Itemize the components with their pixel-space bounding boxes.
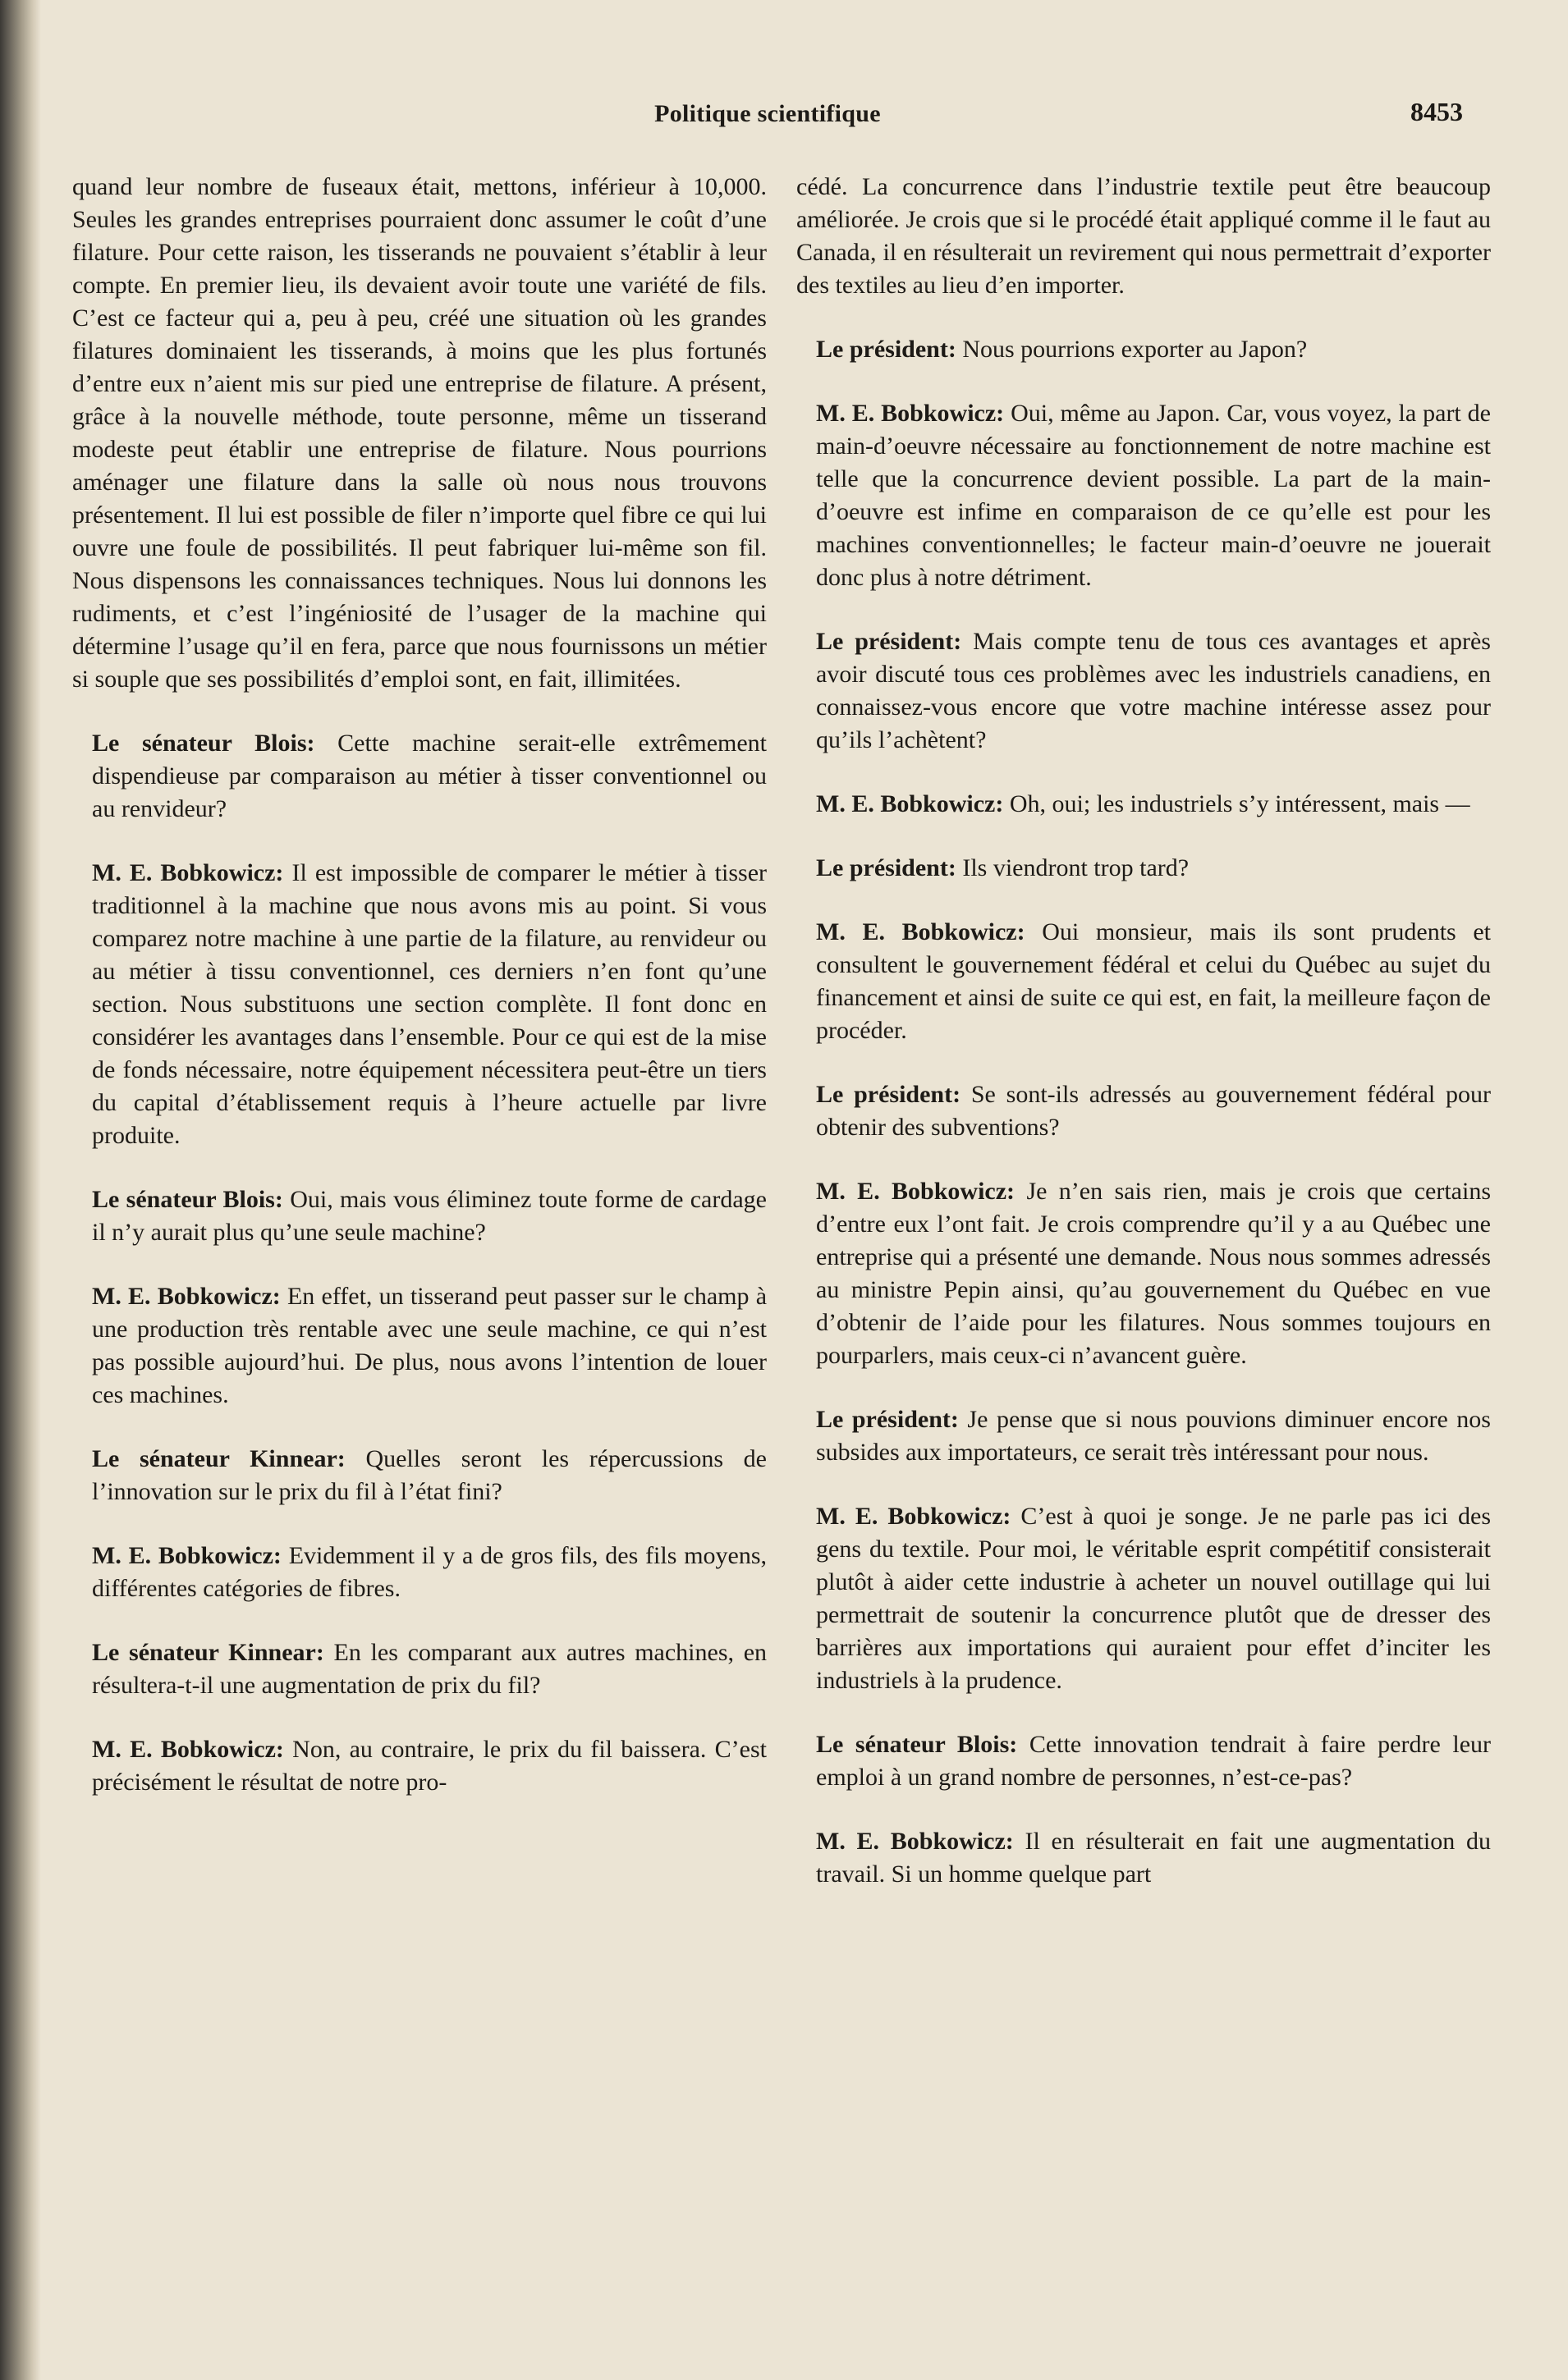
paragraph — [72, 1183, 767, 1249]
paragraph-text: Ils viendront trop tard? — [962, 854, 1190, 881]
speaker-name: Le président: — [816, 1406, 959, 1433]
paragraph-text: Cette innovation tendrait à faire perdre leur emploi à un grand nombre de personnes, n’est-ce-pas? — [816, 1731, 1492, 1791]
paragraph — [796, 1825, 1491, 1891]
paragraph — [796, 1500, 1491, 1697]
speaker-name: Le président: — [816, 628, 962, 655]
paragraph-text: Quelles seront les répercussions de l’innovation sur le prix du fil à l’état fini? — [92, 1445, 767, 1505]
paragraph — [72, 1280, 767, 1412]
paragraph-text: Je pense que si nous pouvions diminuer encore nos subsides aux importateurs, ce serait très intéressant pour nous. — [816, 1406, 1491, 1466]
paragraph — [72, 1443, 767, 1508]
speaker-name: Le président: — [816, 854, 956, 881]
paragraph — [796, 397, 1491, 594]
paragraph-text: Se sont-ils adressés au gouvernement fédéral pour obtenir des subventions? — [816, 1081, 1491, 1141]
paragraph — [796, 1728, 1491, 1794]
paragraph-text: Evidemment il y a de gros fils, des fils moyens, différentes catégories de fibres. — [92, 1542, 768, 1602]
paragraph — [72, 1636, 767, 1702]
paragraph — [72, 857, 767, 1152]
paragraph — [72, 1540, 767, 1605]
paragraph — [72, 1733, 767, 1799]
left-column — [72, 171, 767, 1830]
speaker-name: M. E. Bobkowicz: — [816, 400, 1005, 427]
speaker-name: M. E. Bobkowicz: — [92, 1283, 281, 1310]
binding-gutter — [0, 0, 41, 2380]
speaker-name: Le sénateur Kinnear: — [92, 1445, 346, 1472]
paragraph-text: Oui, même au Japon. Car, vous voyez, la part de main-d’oeuvre nécessaire au fonctionnement de notre machine est telle que la concurrence devient possible. La part de la main-d’oeuvre est infime en comparaison de ce qu’elle est pour les machines conventionnelles; le facteur main-d’oeuvre ne jouerait donc plus à notre détriment. — [816, 400, 1491, 591]
paragraph-text: Non, au contraire, le prix du fil baissera. C’est précisément le résultat de notre pro- — [92, 1736, 767, 1796]
paragraph — [796, 1175, 1491, 1372]
paragraph-text: quand leur nombre de fuseaux était, mettons, inférieur à 10,000. Seules les grandes entreprises pourraient donc assumer le coût d’une filature. Pour cette raison, les tisserands ne pouvaient s’établir à leur compte. En premier lieu, ils devaient avoir toute une variété de fils. C’est ce facteur qui a, peu à peu, créé une situation où les grandes filatures dominaient les tisserands, à moins que les plus fortunés d’entre eux n’aient mis sur pied une entreprise de filature. A présent, grâce à la nouvelle méthode, toute personne, même un tisserand modeste peut établir une entreprise de filature. Nous pourrions aménager une filature dans la salle où nous nous trouvons présentement. Il lui est possible de filer n’importe quel fibre ce qui lui ouvre une foule de possibilités. Il peut fabriquer lui-même son fil. Nous dispensons les connaissances techniques. Nous lui donnons les rudiments, et c’est l’ingéniosité de l’usager de la machine qui détermine l’usage qu’il en fera, parce que nous fournissons un métier si souple que ses possibilités d’emploi sont, en fait, illimitées. — [72, 173, 767, 693]
paragraph-text: En les comparant aux autres machines, en résultera-t-il une augmentation de prix du fil? — [92, 1639, 768, 1699]
speaker-name: M. E. Bobkowicz: — [816, 1828, 1014, 1855]
page-title: Politique scientifique — [654, 100, 881, 127]
paragraph — [796, 171, 1491, 302]
paragraph-text: Oui monsieur, mais ils sont prudents et consultent le gouvernement fédéral et celui du Québec au sujet du financement et ainsi de suite ce qui est, en fait, la meilleure façon de procéder. — [816, 918, 1492, 1044]
paragraph — [796, 625, 1491, 757]
paragraph-text: Je n’en sais rien, mais je crois que certains d’entre eux l’ont fait. Je crois comprendre qu’il y a au Québec une entreprise qui a présenté une demande. Nous nous sommes adressés au ministre Pepin ainsi, qu’au gouvernement du Québec en vue d’obtenir de l’aide pour les filatures. Nous sommes toujours en pourparlers, mais ceux-ci n’avancent guère. — [816, 1178, 1492, 1369]
speaker-name: Le président: — [816, 336, 956, 363]
speaker-name: M. E. Bobkowicz: — [816, 1178, 1016, 1205]
paragraph-text: En effet, un tisserand peut passer sur le champ à une production très rentable avec une seule machine, ce qui n’est pas possible aujourd’hui. De plus, nous avons l’intention de louer ces machines. — [92, 1283, 768, 1408]
speaker-name: M. E. Bobkowicz: — [816, 918, 1025, 945]
paragraph — [796, 1403, 1491, 1469]
paragraph — [796, 333, 1491, 366]
paragraph-text: Il en résulterait en fait une augmentation du travail. Si un homme quelque part — [816, 1828, 1491, 1888]
speaker-name: M. E. Bobkowicz: — [816, 1503, 1011, 1530]
paragraph-text: Il est impossible de comparer le métier à tisser traditionnel à la machine que nous avons mis au point. Si vous comparez notre machine à une partie de la filature, au renvideur ou au métier à tissu conventionnel, ces derniers n’en font qu’une section. Nous substituons une section complète. Il font donc en considérer les avantages dans l’ensemble. Pour ce qui est de la mise de fonds nécessaire, notre équipement nécessitera peut-être un tiers du capital d’établissement requis à l’heure actuelle par livre produite. — [92, 859, 767, 1149]
speaker-name: Le sénateur Blois: — [816, 1731, 1018, 1758]
paragraph-text: C’est à quoi je songe. Je ne parle pas ici des gens du textile. Pour moi, le véritable esprit compétitif consisterait plutôt à aider cette industrie à acheter un nouvel outillage qui lui permettrait de soutenir la concurrence plutôt que de dresser des barrières aux importations qui auraient pour effet d’inciter les industriels à la prudence. — [816, 1503, 1492, 1694]
right-column — [796, 171, 1491, 1922]
speaker-name: Le sénateur Blois: — [92, 730, 315, 757]
paragraph — [796, 852, 1491, 885]
paragraph-text: Mais compte tenu de tous ces avantages et après avoir discuté tous ces problèmes avec les industriels canadiens, en connaissez-vous encore que votre machine intéresse assez pour qu’ils l’achètent? — [816, 628, 1491, 753]
paragraph-text: cédé. La concurrence dans l’industrie textile peut être beaucoup améliorée. Je crois que si le procédé était appliqué comme il le faut au Canada, il en résulterait un revirement qui nous permettrait d’exporter des textiles au lieu d’en importer. — [796, 173, 1491, 299]
speaker-name: Le sénateur Kinnear: — [92, 1639, 324, 1666]
paragraph — [796, 1078, 1491, 1144]
speaker-name: M. E. Bobkowicz: — [92, 1542, 282, 1569]
page-number: 8453 — [1410, 97, 1463, 126]
paragraph-text: Nous pourrions exporter au Japon? — [962, 336, 1308, 363]
paragraph-text: Oui, mais vous éliminez toute forme de cardage il n’y aurait plus qu’une seule machine? — [92, 1186, 767, 1246]
speaker-name: Le sénateur Blois: — [92, 1186, 283, 1213]
speaker-name: M. E. Bobkowicz: — [92, 859, 284, 886]
speaker-name: Le président: — [816, 1081, 961, 1108]
paragraph-text: Cette machine serait-elle extrêmement dispendieuse par comparaison au métier à tisser conventionnel ou au renvideur? — [92, 730, 768, 822]
speaker-name: M. E. Bobkowicz: — [92, 1736, 284, 1763]
paragraph — [72, 727, 767, 826]
paragraph — [796, 916, 1491, 1047]
paragraph — [796, 788, 1491, 821]
speaker-name: M. E. Bobkowicz: — [816, 790, 1004, 817]
paragraph — [72, 171, 767, 696]
paragraph-text: Oh, oui; les industriels s’y intéressent, mais — — [1009, 790, 1470, 817]
